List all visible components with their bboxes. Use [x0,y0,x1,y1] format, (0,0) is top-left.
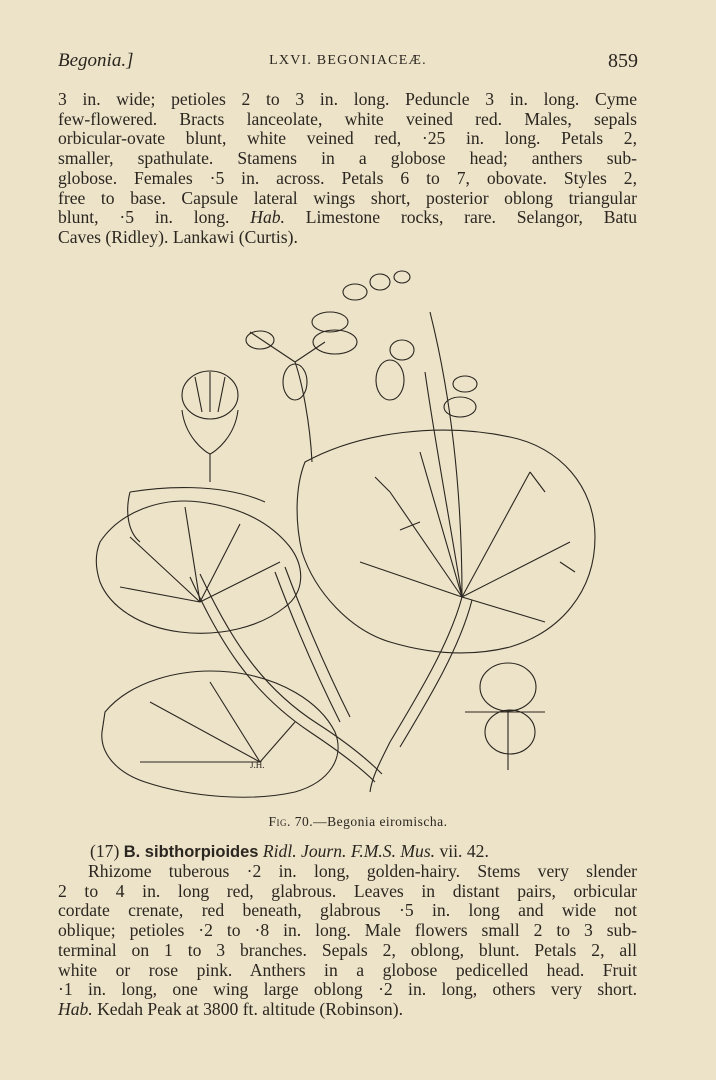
text-line: free to base. Capsule lateral wings short, posterior oblong triangular [58,187,637,208]
figure-caption [0,814,716,830]
figure-number: Fig. 70. [268,814,314,829]
header-genus: Begonia.] [58,50,134,71]
text-fragment: blunt, ·5 in. long. [58,207,230,228]
habitat-label: Hab. [58,998,93,1019]
species-heading [90,841,650,862]
running-header [58,50,638,78]
text-line-with-habitat [58,208,637,228]
habitat-label: Hab. [250,207,285,228]
figure-title: —Begonia eiromischa. [313,814,448,829]
artist-initials: J.H. [250,760,265,770]
text-line: cordate crenate, red beneath, glabrous ·5 in. long and wide not [58,900,637,921]
habitat-line [58,1000,637,1020]
text-line: Caves (Ridley). Lankawi (Curtis). [58,226,298,247]
species-name: B. sibthorpioides [123,843,259,861]
description-paragraph-top [58,90,637,248]
habitat-text: Kedah Peak at 3800 ft. altitude (Robinson). [92,998,403,1019]
text-line: globose. Females ·5 in. across. Petals 6 to 7, obovate. Styles 2, [58,167,637,188]
text-line: terminal on 1 to 3 branches. Sepals 2, oblong, blunt. Petals 2, all [58,939,637,960]
species-reference: Ridl. Journ. F.M.S. Mus. [262,841,436,861]
botanical-illustration [90,262,605,807]
species-reference-volume: vii. 42. [435,841,489,861]
text-line: oblique; petioles ·2 to ·8 in. long. Male flowers small 2 to 3 sub- [58,920,637,941]
text-line: orbicular-ovate blunt, white veined red, ·25 in. long. Petals 2, [58,128,637,149]
text-line: Rhizome tuberous ·2 in. long, golden-hairy. Stems very slender [88,861,637,881]
header-family: LXVI. BEGONIACEÆ. [269,53,427,68]
species-number: (17) [90,841,120,861]
begonia-drawing [90,262,605,807]
text-line: 3 in. wide; petioles 2 to 3 in. long. Peduncle 3 in. long. Cyme [58,89,637,109]
text-line: 2 to 4 in. long red, glabrous. Leaves in distant pairs, orbicular [58,880,637,901]
text-line: white or rose pink. Anthers in a globose pedicelled head. Fruit [58,959,637,980]
description-paragraph-bottom [58,862,637,1020]
page-number: 859 [608,50,638,72]
habitat-text: Limestone rocks, rare. Selangor, Batu [284,207,637,228]
text-line: ·1 in. long, one wing large oblong ·2 in. long, others very short. [58,979,637,1000]
text-line: smaller, spathulate. Stamens in a globose head; anthers sub- [58,148,637,169]
text-line: few-flowered. Bracts lanceolate, white veined red. Males, sepals [58,108,637,129]
